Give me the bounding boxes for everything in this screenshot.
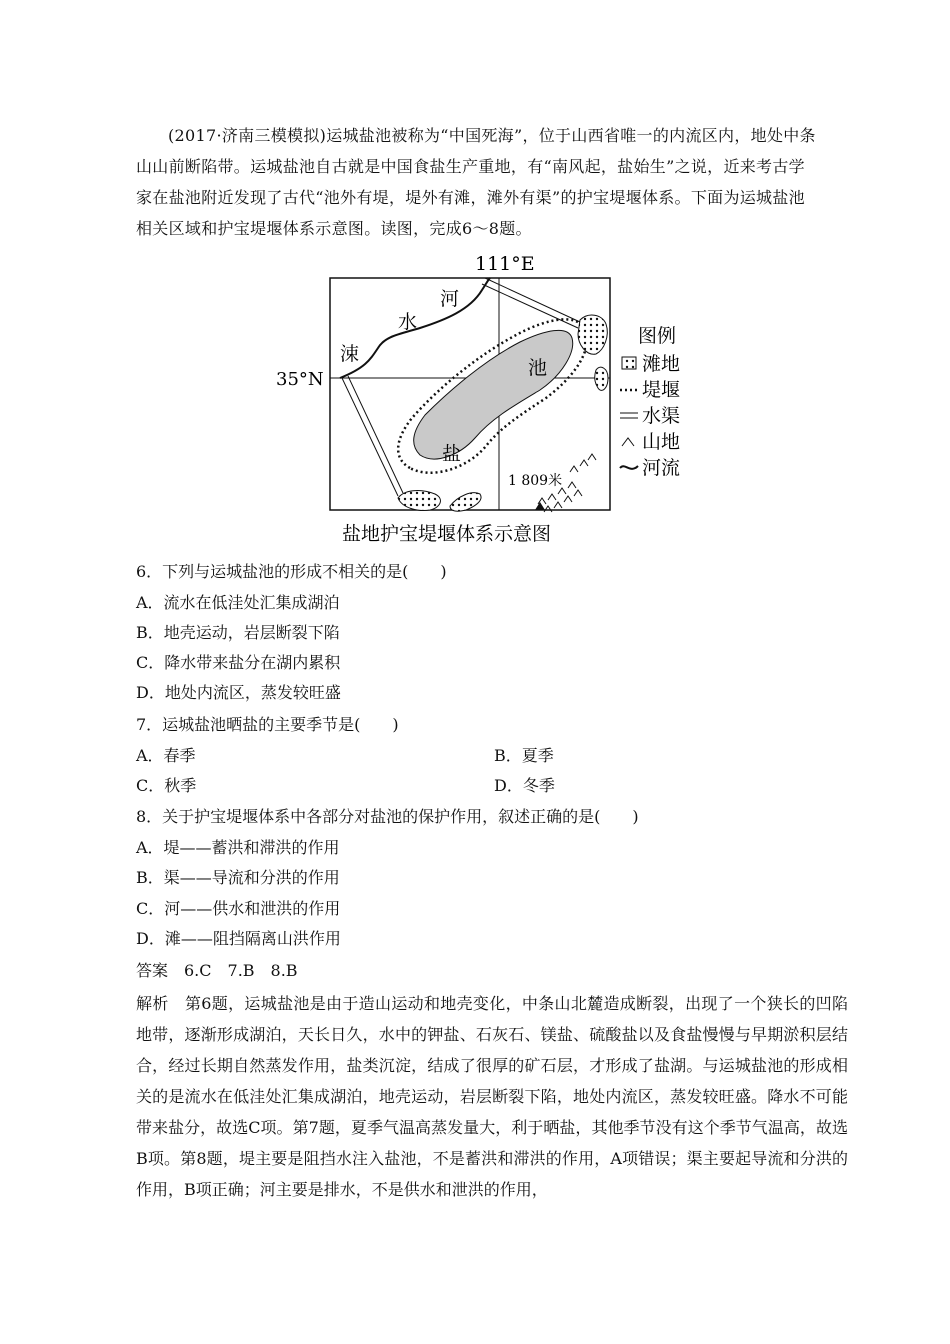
q7-option-d: D．冬季 xyxy=(494,776,555,795)
legend-beach: 滩地 xyxy=(642,353,681,375)
figure-caption: 盐地护宝堤堰体系示意图 xyxy=(342,523,552,545)
question-8-stem: 8．关于护宝堤堰体系中各部分对盐池的保护作用，叙述正确的是( ) xyxy=(136,807,639,826)
q6-option-d: D．地处内流区，蒸发较旺盛 xyxy=(136,683,341,702)
river-char-3: 河 xyxy=(440,288,460,310)
legend-title: 图例 xyxy=(638,325,677,347)
q8-option-a: A．堤——蓄洪和滞洪的作用 xyxy=(136,838,340,857)
river-char-1: 涑 xyxy=(340,343,360,365)
river-char-2: 水 xyxy=(398,311,418,333)
analysis-paragraph: 解析 第6题，运城盐池是由于造山运动和地壳变化，中条山北麓造成断裂，出现了一个狭长的凹陷地带，逐渐形成湖泊，天长日久，水中的钾盐、石灰石、镁盐、硫酸盐以及食盐慢慢与早期淤积层结合，经过长期自然蒸发作用，盐类沉淀，结成了很厚的矿石层，才形成了盐湖。与运城盐池的形成相关的是流水在低洼处汇集成湖泊，地壳运动，岩层断裂下陷，地处内流区，蒸发较旺盛。降水不可能带来盐分，故选C项。第7题，夏季气温高蒸发量大，利于晒盐，其他季节没有这个季节气温高，故选B项。第8题，堤主要是阻挡水注入盐池，不是蓄洪和滞洪的作用，A项错误；渠主要起导流和分洪的作用，B项正确；河主要是排水，不是供水和泄洪的作用， xyxy=(136,994,848,1199)
q7-option-b: B．夏季 xyxy=(494,746,554,765)
q8-option-b: B．渠——导流和分洪的作用 xyxy=(136,868,340,887)
q6-option-c: C．降水带来盐分在湖内累积 xyxy=(136,653,341,672)
longitude-label: 111°E xyxy=(475,253,535,275)
q8-option-d: D．滩——阻挡隔离山洪作用 xyxy=(136,929,341,948)
legend-river: 河流 xyxy=(642,457,681,479)
q6-option-b: B．地壳运动，岩层断裂下陷 xyxy=(136,623,340,642)
answer-line: 答案 6.C 7.B 8.B xyxy=(136,961,298,980)
legend-canal: 水渠 xyxy=(642,405,681,427)
latitude-label: 35°N xyxy=(276,369,324,390)
q6-option-a: A．流水在低洼处汇集成湖泊 xyxy=(136,593,340,612)
legend-mountain: 山地 xyxy=(642,431,681,453)
question-6-stem: 6．下列与运城盐池的形成不相关的是( ) xyxy=(136,562,447,581)
q8-option-c: C．河——供水和泄洪的作用 xyxy=(136,899,341,918)
question-7-stem: 7．运城盐池晒盐的主要季节是( ) xyxy=(136,715,399,734)
legend-dike: 堤堰 xyxy=(642,379,681,401)
lake-char-1: 池 xyxy=(528,357,548,379)
salt-lake-map xyxy=(270,250,710,550)
elevation-label: 1 809米 xyxy=(508,473,563,489)
intro-paragraph: (2017·济南三模模拟)运城盐池被称为“中国死海”，位于山西省唯一的内流区内，地处中条山山前断陷带。运城盐池自古就是中国食盐生产重地，有“南风起，盐始生”之说，近来考古学家在盐池附近发现了古代“池外有堤，堤外有滩，滩外有渠”的护宝堤堰体系。下面为运城盐池相关区域和护宝堤堰体系示意图。读图，完成6～8题。 xyxy=(136,126,816,238)
q7-option-a: A．春季 xyxy=(136,746,196,765)
legend xyxy=(620,325,680,479)
q7-option-c: C．秋季 xyxy=(136,776,197,795)
lake-char-2: 盐 xyxy=(442,443,462,465)
